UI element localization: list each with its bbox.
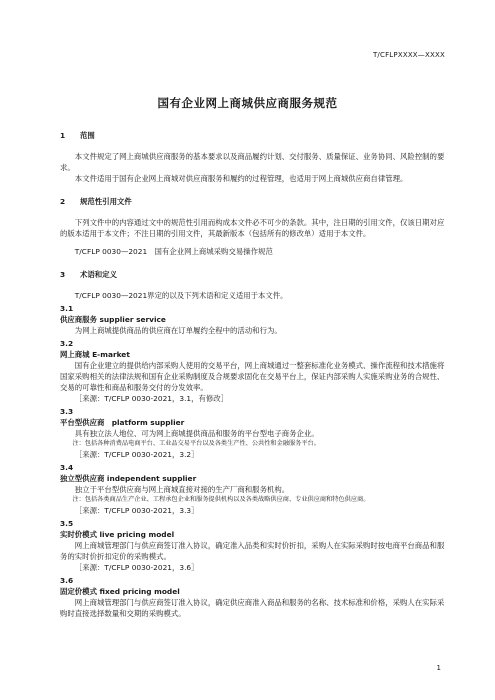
term-note: 注：包括各类商品生产企业、工程承包企业和服务提供机构以及各类战略供应商、专业供应商和特色供应商。 — [72, 496, 370, 504]
term-definition: 国有企业建立的提供给内部采购人使用的交易平台，网上商城通过一整套标准化业务模式、操作流程和技术措施将国家采购相关的法律法规和国有企业采购制度及合规要求固化在交易平台上，保证内部采购人实施采购业务的合规性、交易的可靠性和商品和服务交付的分发效率。 — [60, 361, 445, 393]
section-number: 2 — [60, 197, 66, 206]
normative-reference: T/CFLP 0030—2021 国有企业网上商城采购交易操作规范 — [74, 247, 273, 257]
document-body — [60, 130, 445, 619]
normative-paragraph: 下列文件中的内容通过文中的规范性引用而构成本文件必不可少的条款。其中，注日期的引用文件，仅该日期对应的版本适用于本文件；不注日期的引用文件，其最新版本（包括所有的修改单）适用于本文件。 — [60, 218, 445, 238]
term-name: 实时价模式 live pricing model — [60, 530, 175, 540]
terms-intro: T/CFLP 0030—2021界定的以及下列术语和定义适用于本文件。 — [74, 291, 288, 301]
term-name: 固定价模式 fixed pricing model — [60, 587, 180, 597]
section-heading-normative — [60, 196, 445, 207]
section-heading-terms — [60, 269, 445, 280]
term-source: ［来源：T/CFLP 0030-2021，3.1，有修改］ — [74, 394, 229, 404]
term-definition: 具有独立法人地位、可为网上商城提供商品和服务的平台型电子商务企业。 — [74, 429, 319, 439]
term-source: ［来源：T/CFLP 0030-2021，3.3］ — [74, 506, 199, 516]
term-number: 3.3 — [60, 407, 74, 417]
document-code: T/CFLPXXXX—XXXX — [372, 51, 445, 59]
section-title: 范围 — [80, 131, 95, 140]
page-number: 1 — [436, 664, 441, 672]
term-number: 3.6 — [60, 576, 74, 586]
term-name: 平台型供应商 platform supplier — [60, 418, 185, 428]
term-note: 注：包括各种消费品电商平台、工业品交易平台以及各类生产性、公共性和金融服务平台。 — [72, 440, 320, 448]
section-heading-scope — [60, 130, 445, 141]
term-name: 网上商城 E-market — [60, 350, 130, 360]
term-definition: 网上商城管理部门与供应商签订准入协议，确定准入品类和实时价折扣，采购人在实际采购时按电商平台商品和服务的实时价折扣定价的采购模式。 — [60, 541, 445, 562]
term-definition: 为网上商城提供商品的供应商在订单履约全程中的活动和行为。 — [74, 326, 282, 336]
section-title: 规范性引用文件 — [80, 197, 132, 206]
term-source: ［来源：T/CFLP 0030-2021，3.6］ — [74, 563, 199, 573]
term-definition: 独立于平台型供应商与网上商城直接对接的生产厂商和服务机构。 — [74, 485, 290, 495]
term-source: ［来源：T/CFLP 0030-2021，3.2］ — [74, 450, 199, 460]
term-number: 3.2 — [60, 339, 74, 349]
section-number: 3 — [60, 270, 66, 280]
scope-paragraph-1: 本文件规定了网上商城供应商服务的基本要求以及商品履约计划、交付服务、质量保证、业务协同、风险控制的要求。 — [60, 152, 445, 172]
term-name: 独立型供应商 independent supplier — [60, 474, 197, 484]
term-number: 3.4 — [60, 463, 74, 473]
term-number: 3.1 — [60, 304, 74, 314]
term-definition: 网上商城管理部门与供应商签订准入协议，确定供应商准入商品和服务的名称、技术标准和价格，采购人在实际采购时直接选择数量和交期的采购模式。 — [60, 598, 445, 619]
section-title: 术语和定义 — [80, 270, 117, 280]
document-title: 国有企业网上商城供应商服务规范 — [157, 96, 338, 110]
term-number: 3.5 — [60, 519, 74, 529]
term-name: 供应商服务 supplier service — [60, 315, 166, 325]
section-number: 1 — [60, 131, 66, 140]
scope-paragraph-2: 本文件适用于国有企业网上商城对供应商服务和履约的过程管理，也适用于网上商城供应商自律管理。 — [74, 174, 408, 183]
